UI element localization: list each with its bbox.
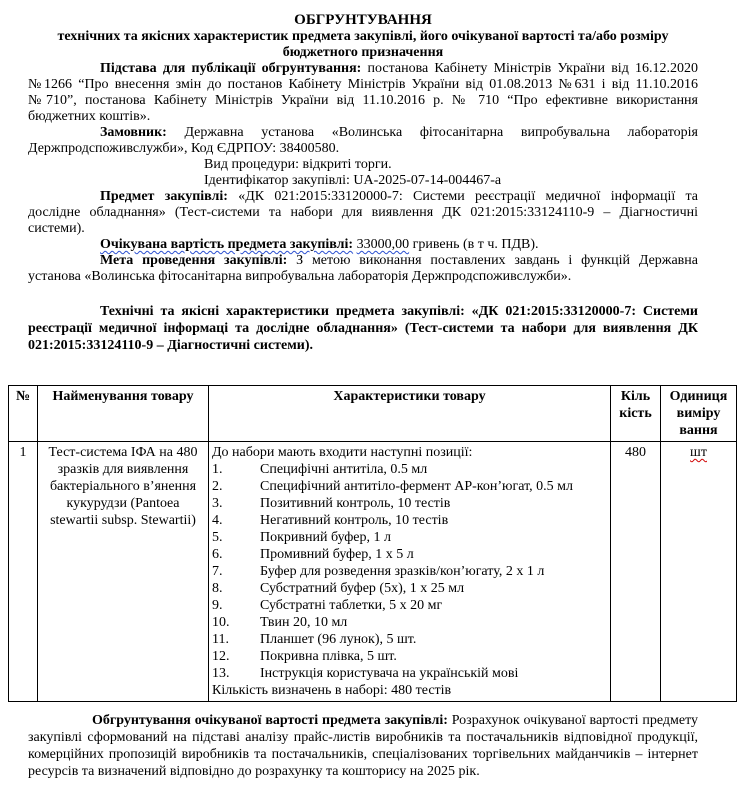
spec-item-number: 3. — [212, 496, 223, 511]
tech-characteristics-heading: Технічні та якісні характеристики предмета закупівлі: «ДК 021:2015:33120000-7: Системи реєстрації медичної інформаці та дослідне обладнання» (Тест-системи та набори для виявлення ДК 021:2015:33124110-9 – Діагностичні системи). — [28, 304, 698, 353]
basis-paragraph — [28, 61, 698, 125]
subject-label: Предмет закупівлі: — [100, 189, 228, 204]
product-unit: шт — [661, 442, 737, 702]
spec-item — [212, 495, 607, 512]
spec-item — [212, 529, 607, 546]
spec-item-text: Специфічний антитіло-фермент AP-кон’югат, 0.5 мл — [260, 479, 574, 494]
specs-intro: До набори мають входити наступні позиції: — [212, 445, 473, 460]
spec-item — [212, 563, 607, 580]
expected-cost-label: Очікувана вартість предмета закупівлі: — [100, 237, 354, 252]
expected-cost-paragraph — [28, 237, 698, 253]
justification-paragraph — [28, 712, 698, 780]
header-unit: Одиниця виміру вання — [661, 386, 737, 442]
row-number: 1 — [9, 442, 38, 702]
spec-item-text: Специфічні антитіла, 0.5 мл — [260, 462, 428, 477]
expected-cost-value: 33000,00 — [356, 237, 410, 252]
spec-item-text: Субстратні таблетки, 5 х 20 мг — [260, 598, 443, 613]
spec-item-text: Негативний контроль, 10 тестів — [260, 513, 449, 528]
procedure-type: Вид процедури: відкриті торги. — [204, 157, 392, 172]
procurement-identifier: Ідентифікатор закупівлі: UA-2025-07-14-004467-a — [204, 173, 502, 188]
purpose-label: Мета проведення закупівлі: — [100, 253, 288, 268]
spec-item — [212, 478, 607, 495]
spec-item — [212, 461, 607, 478]
spec-item-text: Субстратний буфер (5х), 1 х 25 мл — [260, 581, 465, 596]
header-name: Найменування товару — [38, 386, 209, 442]
doc-subtitle: технічних та якісних характеристик предмета закупівлі, його очікуваної вартості та/або розміру бюджетного призначення — [57, 29, 669, 60]
spec-item-number: 10. — [212, 615, 230, 630]
basis-text: постанова Кабінету Міністрів України від 16.12.2020 №1266 “Про внесення змін до постанов Кабінету Міністрів України від 01.08.2013 №631 і від 11.10.2016 №710”, постанова Кабінету Міністрів України від 11.10.2016 р. № 710 “Про ефективне використання бюджетних коштів». — [28, 61, 698, 124]
product-name: Тест-система ІФА на 480 зразків для виявлення бактеріального в’янення кукурудзи (Pantoea stewartii subsp. Stewartii) — [38, 442, 209, 702]
goods-table — [8, 385, 737, 702]
spec-item — [212, 631, 607, 648]
spec-item-number: 12. — [212, 649, 230, 664]
spec-item-number: 9. — [212, 598, 223, 613]
spec-item — [212, 614, 607, 631]
spec-item-number: 2. — [212, 479, 223, 494]
subject-text: «ДК 021:2015:33120000-7: Системи реєстрації медичної інформації та дослідне обладнання» (Тест-системи та набори для виявлення ДК 021:2015:33124110-9 – Діагностичні системи). — [28, 189, 699, 236]
purpose-paragraph — [28, 253, 698, 285]
spec-item — [212, 597, 607, 614]
spec-item-number: 6. — [212, 547, 223, 562]
header-specs: Характеристики товару — [209, 386, 611, 442]
spec-item — [212, 580, 607, 597]
purpose-text: З метою виконання поставлених завдань і функцій Державна установа «Волинська фітосанітарна випробувальна лабораторія Держпродспоживслужби». — [28, 253, 699, 284]
spec-item — [212, 546, 607, 563]
justification-label: Обгрунтування очікуваної вартості предмета закупівлі: — [92, 713, 448, 728]
spec-item — [212, 665, 607, 682]
header-number: № — [9, 386, 38, 442]
spec-item-text: Інструкція користувача на українській мові — [260, 666, 519, 681]
spec-item-text: Твин 20, 10 мл — [260, 615, 348, 630]
doc-title: ОБГРУНТУВАННЯ — [294, 12, 432, 28]
spec-item-number: 7. — [212, 564, 223, 579]
spec-item-number: 4. — [212, 513, 223, 528]
spec-item-number: 8. — [212, 581, 223, 596]
spec-item-number: 11. — [212, 632, 229, 647]
spec-item-text: Буфер для розведення зразків/кон’югату, 2 х 1 л — [260, 564, 545, 579]
customer-text: Державна установа «Волинська фітосанітарна випробувальна лабораторія Держпродспоживслужби», Код ЄДРПОУ: 38400580. — [28, 125, 698, 156]
specs-outro: Кількість визначень в наборі: 480 тестів — [212, 683, 452, 698]
spec-item-number: 5. — [212, 530, 223, 545]
spec-item-text: Планшет (96 лунок), 5 шт. — [260, 632, 417, 647]
justification-text: Розрахунок очікуваної вартості предмету закупівлі сформований на підставі аналізу прайс-листів виробників та постачальників відповідної продукції, комерційних пропозицій виробників та постачальників, спеціалізованих торгівельних майданчиків – інтернет ресурсів та визначений відповідно до розрахунку та кошторису на 2025 рік. — [28, 713, 699, 779]
customer-label: Замовник: — [100, 125, 167, 140]
specs-list — [212, 461, 607, 682]
spec-item-text: Позитивний контроль, 10 тестів — [260, 496, 451, 511]
table-row — [9, 442, 737, 702]
spec-item-text: Покривний буфер, 1 л — [260, 530, 392, 545]
spec-item — [212, 512, 607, 529]
customer-paragraph — [28, 125, 698, 157]
header-quantity: Кіль кість — [611, 386, 661, 442]
basis-label: Підстава для публікації обгрунтування: — [100, 61, 362, 76]
table-header-row — [9, 386, 737, 442]
spec-item-number: 13. — [212, 666, 230, 681]
spec-item-text: Покривна плівка, 5 шт. — [260, 649, 397, 664]
document-body — [28, 12, 698, 354]
product-specs — [209, 442, 611, 702]
spec-item-number: 1. — [212, 462, 223, 477]
spec-item — [212, 648, 607, 665]
subject-paragraph — [28, 189, 698, 237]
product-quantity: 480 — [611, 442, 661, 702]
spec-item-text: Промивний буфер, 1 х 5 л — [260, 547, 414, 562]
expected-cost-text: гривень (в т ч. ПДВ). — [412, 237, 539, 252]
